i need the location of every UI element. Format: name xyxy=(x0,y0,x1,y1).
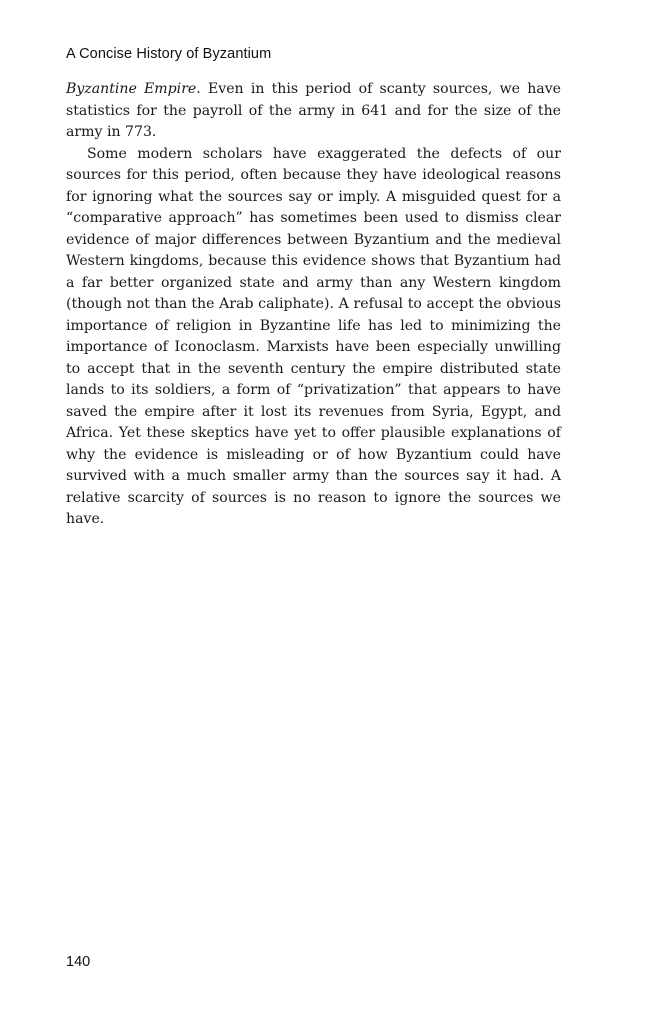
italic-title: Byzantine Empire xyxy=(66,81,197,97)
body-text xyxy=(66,79,561,531)
paragraph-continuation xyxy=(66,79,561,144)
running-head: A Concise History of Byzantium xyxy=(66,46,272,62)
page-number: 140 xyxy=(66,954,91,970)
paragraph-text: . Even in this period of scanty sources, we have statistics for the payroll of the army in 641 and for the size of the army in 773. xyxy=(66,81,561,140)
paragraph: Some modern scholars have exaggerated the defects of our sources for this period, often because they have ideological reasons for ignoring what the sources say or imply. A misguided quest for a “comparative approach” has sometimes been used to dismiss clear evidence of major differences between Byzantium and the medieval Western kingdoms, because this evidence shows that Byzantium had a far better organized state and army than any Western kingdom (though not than the Arab caliphate). A refusal to accept the obvious importance of religion in Byzantine life has led to minimizing the importance of Iconoclasm. Marxists have been especially unwilling to accept that in the seventh century the empire distributed state lands to its soldiers, a form of “privatization” that appears to have saved the empire after it lost its revenues from Syria, Egypt, and Africa. Yet these skeptics have yet to offer plausible explanations of why the evidence is misleading or of how Byzantium could have survived with a much smaller army than the sources say it had. A relative scarcity of sources is no reason to ignore the sources we have. xyxy=(66,145,561,527)
